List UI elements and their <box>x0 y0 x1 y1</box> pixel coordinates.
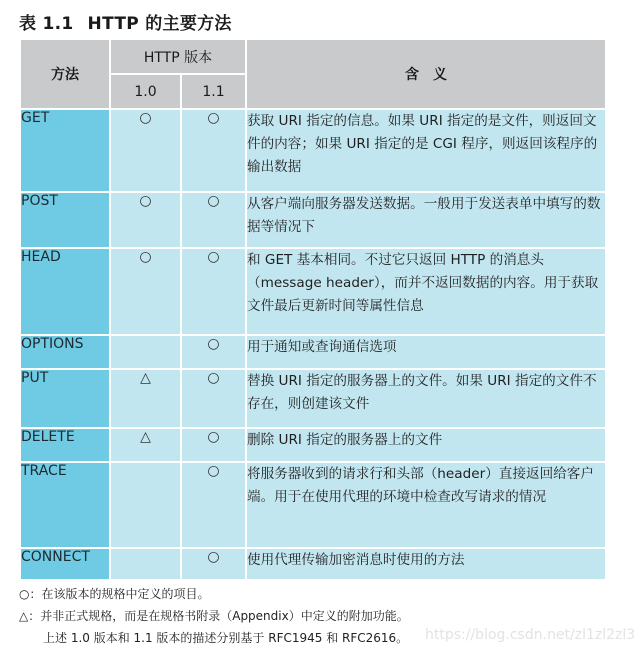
table-row <box>20 369 606 428</box>
header-meaning: 含 义 <box>246 39 606 109</box>
method-description: 用于通知或查询通信选项 <box>246 335 606 369</box>
support-1-0: △ <box>110 369 181 428</box>
table-caption <box>19 9 232 34</box>
support-1-1: ○ <box>181 428 246 462</box>
support-1-0: △ <box>110 428 181 462</box>
note-circle: ○：在该版本的规格中定义的项目。 <box>19 587 210 601</box>
support-1-1: ○ <box>181 192 246 248</box>
method-name: DELETE <box>20 428 110 462</box>
method-name: CONNECT <box>20 548 110 580</box>
support-1-1: ○ <box>181 335 246 369</box>
table-caption-label: 表 1.1 <box>19 14 74 34</box>
table-row <box>20 548 606 580</box>
table-row <box>20 192 606 248</box>
method-description: 和 GET 基本相同。不过它只返回 HTTP 的消息头（message header），而并不返回数据的内容。用于获取文件最后更新时间等属性信息 <box>246 248 606 335</box>
support-1-1: ○ <box>181 462 246 548</box>
note-rfc: 上述 1.0 版本和 1.1 版本的描述分别基于 RFC1945 和 RFC2616。 <box>43 631 409 645</box>
table-row <box>20 428 606 462</box>
method-name: OPTIONS <box>20 335 110 369</box>
support-1-0 <box>110 462 181 548</box>
support-1-0: ○ <box>110 192 181 248</box>
table-notes <box>19 583 409 649</box>
method-description: 将服务器收到的请求行和头部（header）直接返回给客户端。用于在使用代理的环境中检查改写请求的情况 <box>246 462 606 548</box>
table-row <box>20 109 606 192</box>
support-1-0: ○ <box>110 109 181 192</box>
method-description: 获取 URI 指定的信息。如果 URI 指定的是文件，则返回文件的内容；如果 URI 指定的是 CGI 程序，则返回该程序的输出数据 <box>246 109 606 192</box>
method-description: 从客户端向服务器发送数据。一般用于发送表单中填写的数据等情况下 <box>246 192 606 248</box>
note-triangle: △：并非正式规格，而是在规格书附录（Appendix）中定义的附加功能。 <box>19 609 409 623</box>
table-row <box>20 462 606 548</box>
method-name: GET <box>20 109 110 192</box>
header-version-1-1: 1.1 <box>181 74 246 109</box>
method-name: POST <box>20 192 110 248</box>
method-name: HEAD <box>20 248 110 335</box>
method-description: 替换 URI 指定的服务器上的文件。如果 URI 指定的文件不存在，则创建该文件 <box>246 369 606 428</box>
table-caption-text: HTTP 的主要方法 <box>87 14 232 34</box>
support-1-1: ○ <box>181 369 246 428</box>
method-description: 删除 URI 指定的服务器上的文件 <box>246 428 606 462</box>
support-1-1: ○ <box>181 109 246 192</box>
header-http-version: HTTP 版本 <box>110 39 246 74</box>
table-row <box>20 248 606 335</box>
http-methods-table <box>19 38 607 581</box>
header-method: 方法 <box>20 39 110 109</box>
support-1-0 <box>110 548 181 580</box>
support-1-1: ○ <box>181 548 246 580</box>
watermark: https://blog.csdn.net/zl1zl2zl3 <box>425 627 636 643</box>
method-name: TRACE <box>20 462 110 548</box>
method-name: PUT <box>20 369 110 428</box>
support-1-1: ○ <box>181 248 246 335</box>
method-description: 使用代理传输加密消息时使用的方法 <box>246 548 606 580</box>
header-version-1-0: 1.0 <box>110 74 181 109</box>
table-row <box>20 335 606 369</box>
support-1-0: ○ <box>110 248 181 335</box>
support-1-0 <box>110 335 181 369</box>
